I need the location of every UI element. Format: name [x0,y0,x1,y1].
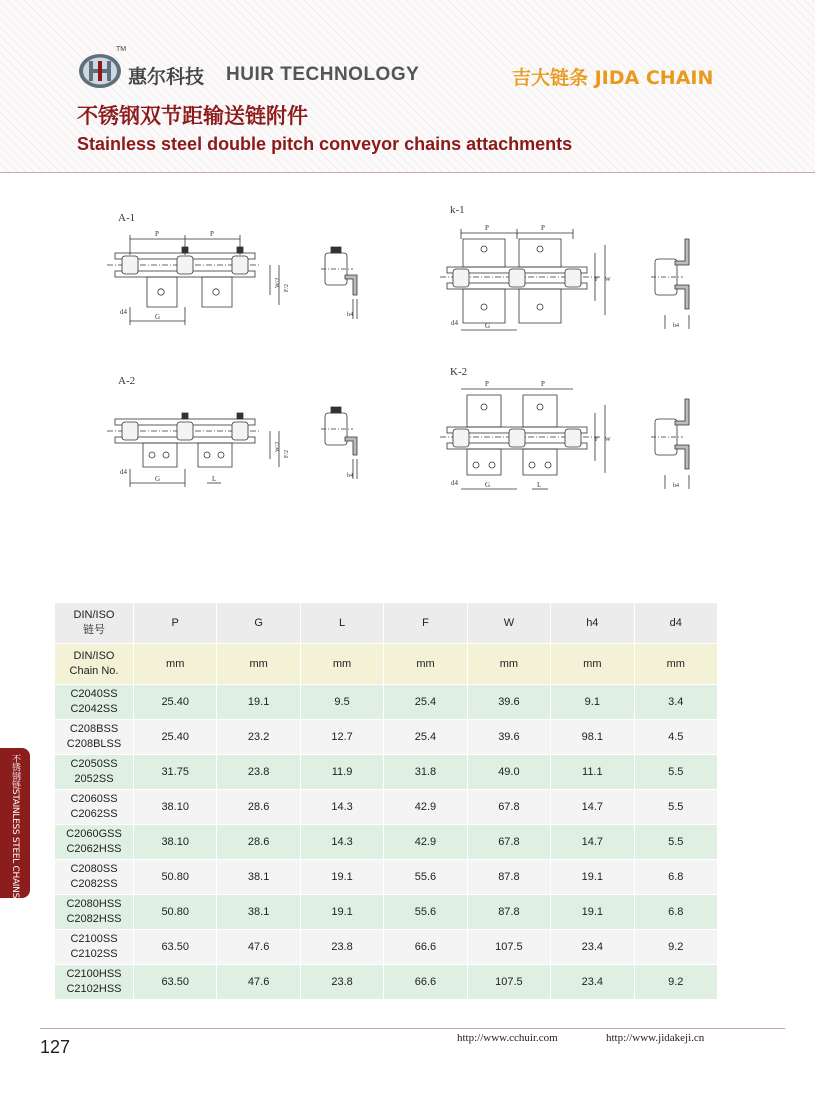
value-cell: 67.8 [467,790,550,825]
value-cell: 9.2 [634,930,717,965]
chain-no-line: 2052SS [74,773,114,785]
chain-no-line: C2062SS [70,808,118,820]
chain-no-cell [55,860,134,895]
brand-name-cn: 惠尔科技 [128,66,205,88]
value-cell: 14.7 [551,790,634,825]
value-cell: 28.6 [217,825,300,860]
table-row [55,755,718,790]
diagram-a2-g: G [155,475,161,483]
value-cell: 3.4 [634,685,717,720]
header-cell-line: DIN/ISO [73,650,115,662]
value-cell: 39.6 [467,720,550,755]
diagram-k2-d4: d4 [451,479,458,487]
value-cell: 55.6 [384,860,467,895]
value-cell: 25.40 [134,720,217,755]
value-cell: 63.50 [134,930,217,965]
value-cell: 47.6 [217,965,300,1000]
chain-no-cell [55,965,134,1000]
value-cell: 23.2 [217,720,300,755]
chain-no-cell [55,685,134,720]
diagram-a1-p-right: P [210,230,214,238]
chain-no-line: C2082SS [70,878,118,890]
brand-name-en: HUIR TECHNOLOGY [226,64,420,85]
value-cell: 38.1 [217,860,300,895]
value-cell: 31.8 [384,755,467,790]
diagram-k1-p-right: P [541,224,545,232]
value-cell: 6.8 [634,895,717,930]
value-cell: 5.5 [634,790,717,825]
chain-no-line: C2082HSS [66,913,122,925]
chain-no-line: C208BLSS [66,738,122,750]
diagram-k2-g: G [485,481,491,489]
header-cell-line: DIN/ISO [73,609,115,621]
table-row [55,895,718,930]
header-cell: L [300,603,383,644]
diagram-k2-w: W [605,437,611,443]
header-cell: mm [134,644,217,685]
header-cell: W [467,603,550,644]
value-cell: 55.6 [384,895,467,930]
value-cell: 49.0 [467,755,550,790]
value-cell: 14.3 [300,825,383,860]
diagram-a2-w2: W/2 [275,441,281,452]
chain-no-line: C2100SS [70,933,118,945]
chain-no-line: C2102SS [70,948,118,960]
value-cell: 38.1 [217,895,300,930]
page-number: 127 [40,1037,71,1057]
table-row [55,930,718,965]
chain-no-cell [55,790,134,825]
diagram-k2-p-right: P [541,380,545,388]
value-cell: 9.1 [551,685,634,720]
jida-chain-brand: 吉大链条 JIDA CHAIN [512,67,714,89]
value-cell: 23.4 [551,965,634,1000]
chain-no-line: C2050SS [70,758,118,770]
chain-no-line: C2062HSS [66,843,122,855]
diagram-a1-h4: h4 [347,312,353,318]
diagram-a1 [107,212,357,325]
chain-no-line: C2080HSS [66,898,122,910]
chain-no-line: C208BSS [69,723,119,735]
table-row [55,965,718,1000]
value-cell: 9.2 [634,965,717,1000]
value-cell: 50.80 [134,895,217,930]
value-cell: 6.8 [634,860,717,895]
value-cell: 12.7 [300,720,383,755]
page-title-cn: 不锈钢双节距输送链附件 [77,104,308,128]
value-cell: 19.1 [551,860,634,895]
table-unit-row [55,644,718,685]
diagram-k2-p-left: P [485,380,489,388]
trademark-mark: TM [116,46,127,53]
diagram-a1-w2: W/2 [275,277,281,288]
value-cell: 50.80 [134,860,217,895]
chain-no-line: C2060SS [70,793,118,805]
value-cell: 38.10 [134,790,217,825]
value-cell: 39.6 [467,685,550,720]
website-link-jidakeji[interactable]: http://www.jidakeji.cn [606,1032,705,1044]
diagram-a2-label: A-2 [118,375,136,387]
table-header-row [55,603,718,644]
header-cell-chain-no [55,644,134,685]
header-cell: F [384,603,467,644]
diagram-k1-label: k-1 [450,204,465,216]
value-cell: 19.1 [300,895,383,930]
diagram-k2 [440,366,689,489]
diagram-a1-p-left: P [155,230,159,238]
value-cell: 11.9 [300,755,383,790]
value-cell: 4.5 [634,720,717,755]
diagram-k1-d4: d4 [451,319,458,327]
value-cell: 19.1 [551,895,634,930]
value-cell: 42.9 [384,825,467,860]
header-cell: G [217,603,300,644]
diagram-a1-g: G [155,313,161,321]
value-cell: 31.75 [134,755,217,790]
spec-table [54,602,718,1000]
value-cell: 11.1 [551,755,634,790]
header-cell: mm [384,644,467,685]
value-cell: 98.1 [551,720,634,755]
value-cell: 5.5 [634,755,717,790]
value-cell: 63.50 [134,965,217,1000]
diagram-a2-h4: h4 [347,473,353,479]
footer-divider [40,1028,785,1029]
header-cell: mm [217,644,300,685]
diagram-a2-l: L [212,475,217,483]
value-cell: 23.8 [300,965,383,1000]
chain-no-line: C2042SS [70,703,118,715]
header-cell: mm [634,644,717,685]
value-cell: 66.6 [384,965,467,1000]
chain-no-cell [55,895,134,930]
table-row [55,720,718,755]
value-cell: 107.5 [467,930,550,965]
chain-no-line: C2080SS [70,863,118,875]
value-cell: 9.5 [300,685,383,720]
value-cell: 66.6 [384,930,467,965]
diagram-k1-w: W [605,277,611,283]
header-cell: d4 [634,603,717,644]
diagram-k1-p-left: P [485,224,489,232]
huir-logo-icon [78,52,122,90]
diagram-a2-d4: d4 [120,468,127,476]
diagram-k1-f: F [595,277,599,283]
chain-no-cell [55,720,134,755]
value-cell: 19.1 [300,860,383,895]
diagram-a2-f2: F/2 [284,449,290,458]
value-cell: 47.6 [217,930,300,965]
header-cell: mm [551,644,634,685]
value-cell: 23.8 [300,930,383,965]
header-cell: mm [300,644,383,685]
chain-no-line: C2100HSS [66,968,122,980]
table-row [55,825,718,860]
chain-no-line: C2060GSS [66,828,122,840]
diagram-k1-h4: h4 [673,323,679,329]
diagram-k2-l: L [537,481,542,489]
header-cell-line: 链号 [83,624,105,636]
chain-no-cell [55,825,134,860]
value-cell: 42.9 [384,790,467,825]
table-row [55,685,718,720]
value-cell: 107.5 [467,965,550,1000]
chain-no-cell [55,755,134,790]
diagram-k1-g: G [485,322,491,330]
header-cell: mm [467,644,550,685]
diagram-a1-f2: F/2 [284,283,290,292]
attachment-drawings [95,195,725,515]
value-cell: 87.8 [467,860,550,895]
chain-no-line: C2040SS [70,688,118,700]
value-cell: 23.8 [217,755,300,790]
value-cell: 25.4 [384,685,467,720]
diagram-k2-f: F [595,437,599,443]
value-cell: 14.3 [300,790,383,825]
value-cell: 19.1 [217,685,300,720]
chain-no-line: C2102HSS [66,983,122,995]
diagram-a2 [107,375,357,487]
header-cell-line: Chain No. [69,665,119,677]
side-section-tab-label: 不锈钢链STAINLESS STEEL CHAINS [10,754,20,899]
value-cell: 23.4 [551,930,634,965]
diagram-k1 [440,204,689,330]
value-cell: 38.10 [134,825,217,860]
value-cell: 5.5 [634,825,717,860]
chain-no-cell [55,930,134,965]
website-link-cchuir[interactable]: http://www.cchuir.com [457,1032,558,1044]
value-cell: 14.7 [551,825,634,860]
header-cell: P [134,603,217,644]
table-row [55,860,718,895]
value-cell: 28.6 [217,790,300,825]
diagram-k2-label: K-2 [450,366,468,378]
side-section-tab [0,748,30,898]
value-cell: 25.4 [384,720,467,755]
diagram-a1-label: A-1 [118,212,136,224]
value-cell: 25.40 [134,685,217,720]
page-title-en: Stainless steel double pitch conveyor chains attachments [77,134,573,154]
diagram-k2-h4: h4 [673,483,679,489]
value-cell: 67.8 [467,825,550,860]
table-row [55,790,718,825]
value-cell: 87.8 [467,895,550,930]
header-cell: h4 [551,603,634,644]
header-cell-chain-no [55,603,134,644]
diagram-a1-d4: d4 [120,308,127,316]
header-divider [0,172,815,173]
